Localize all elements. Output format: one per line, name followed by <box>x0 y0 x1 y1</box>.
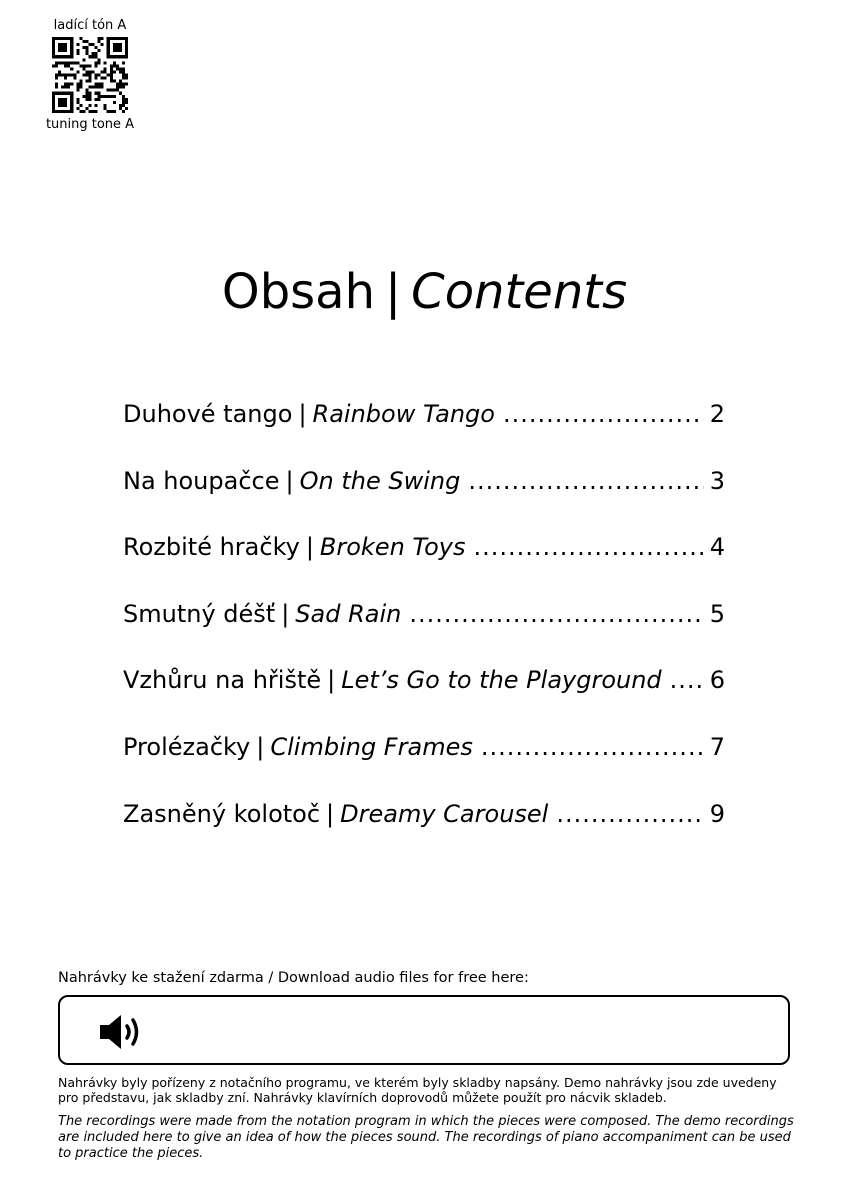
toc-leader-dots <box>503 400 704 428</box>
toc-title-cz: Rozbité hračky <box>123 533 300 562</box>
toc-entry[interactable] <box>123 733 725 800</box>
toc-page-number: 3 <box>709 466 725 495</box>
toc-separator: | <box>298 400 307 428</box>
toc-page-number: 5 <box>709 599 725 628</box>
toc-title-cz: Zasněný kolotoč <box>123 799 321 828</box>
download-label: Nahrávky ke stažení zdarma / Download audio files for free here: <box>58 970 529 986</box>
toc-separator: | <box>281 599 290 628</box>
toc-title-en: Rainbow Tango <box>312 400 495 428</box>
toc-page-number: 2 <box>709 400 725 428</box>
toc-separator: | <box>327 666 336 695</box>
toc-entry[interactable] <box>123 400 725 467</box>
tuning-tone-qr[interactable] <box>40 18 140 132</box>
toc-separator: | <box>305 533 314 562</box>
toc-leader-dots <box>409 600 703 628</box>
toc-title-en: Climbing Frames <box>270 732 473 761</box>
toc-leader-dots <box>670 666 704 694</box>
toc-leader-dots <box>474 533 704 561</box>
toc-title-en: Let’s Go to the Playground <box>341 666 662 695</box>
recording-note-en: The recordings were made from the notation program in which the pieces were composed. The demo recordings are included here to give an idea of how the pieces sound. The recordings of piano accompaniment can be used to practice the pieces. <box>58 1114 794 1161</box>
recording-note-cz: Nahrávky byly pořízeny z notačního programu, ve kterém byly skladby napsány. Demo nahrávky jsou zde uvedeny pro představu, jak skladby zní. Nahrávky klavírních doprovodů můžete použít pro nácvik skladeb. <box>58 1075 777 1105</box>
toc-entry[interactable] <box>123 800 725 867</box>
page-title <box>0 264 849 320</box>
toc-entry[interactable] <box>123 666 725 733</box>
toc-separator: | <box>256 732 265 761</box>
toc-page-number: 6 <box>709 666 725 695</box>
toc-title-en: Broken Toys <box>319 533 466 562</box>
toc-separator: | <box>285 466 294 495</box>
toc-page-number: 9 <box>709 799 725 828</box>
toc-title-cz: Prolézačky <box>123 732 251 761</box>
toc-page-number: 4 <box>709 533 725 562</box>
qr-caption-cz: ladící tón A <box>53 18 127 33</box>
title-separator: | <box>385 264 402 321</box>
toc-title-en: Sad Rain <box>295 599 402 628</box>
qr-caption-en: tuning tone A <box>45 117 135 132</box>
toc-title-cz: Duhové tango <box>123 400 293 428</box>
toc-entry[interactable] <box>123 533 725 600</box>
toc-entry[interactable] <box>123 467 725 534</box>
toc-page-number: 7 <box>709 732 725 761</box>
title-cz: Obsah <box>221 264 375 321</box>
table-of-contents <box>123 400 725 866</box>
speaker-icon[interactable] <box>98 1012 146 1052</box>
toc-title-en: Dreamy Carousel <box>340 799 549 828</box>
toc-separator: | <box>326 799 335 828</box>
qr-code-icon[interactable] <box>52 37 128 113</box>
toc-entry[interactable] <box>123 600 725 667</box>
toc-leader-dots <box>481 733 704 761</box>
toc-title-cz: Smutný déšť <box>123 599 276 628</box>
toc-leader-dots <box>556 800 703 828</box>
toc-title-cz: Na houpačce <box>123 466 280 495</box>
toc-leader-dots <box>468 467 703 495</box>
toc-title-en: On the Swing <box>299 466 461 495</box>
title-en: Contents <box>411 264 628 321</box>
toc-title-cz: Vzhůru na hřiště <box>123 666 322 695</box>
audio-player[interactable] <box>58 995 790 1065</box>
